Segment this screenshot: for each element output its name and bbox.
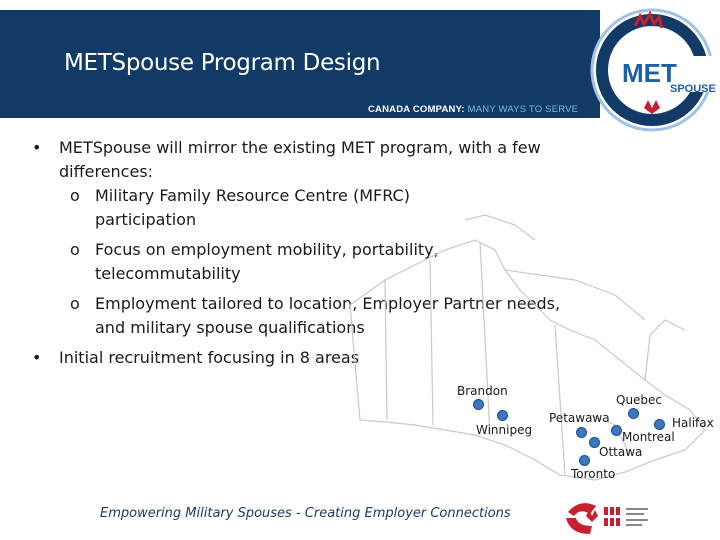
bullet-mark: • (32, 348, 42, 367)
bullet-text-line: differences: (59, 162, 154, 181)
bullet-item (32, 136, 592, 184)
sub-bullet-text-line: Military Family Resource Centre (MFRC) (95, 186, 410, 205)
footer-slogan: Empowering Military Spouses - Creating Employer Connections (100, 506, 511, 521)
city-label-montreal: Montreal (622, 430, 675, 444)
city-label-ottawa: Ottawa (599, 445, 643, 459)
city-marker-quebec (628, 408, 639, 419)
city-label-petawawa: Petawawa (549, 411, 610, 425)
bullet-text-line: METSpouse will mirror the existing MET program, with a few (59, 138, 541, 157)
city-marker-winnipeg (497, 410, 508, 421)
sub-bullet-text-line: Employment tailored to location, Employer Partner needs, (95, 294, 561, 313)
mfs-logo (560, 494, 680, 538)
bullet-text-line: Initial recruitment focusing in 8 areas (59, 348, 360, 367)
logo-wordmark-top: MET (622, 58, 677, 88)
logo-wordmark-bottom: SPOUSE (670, 83, 716, 95)
page-title: METSpouse Program Design (64, 50, 381, 76)
sub-bullet-mark: o (70, 294, 80, 313)
sub-bullet-mark: o (70, 186, 80, 205)
city-marker-petawawa (576, 427, 587, 438)
sub-bullet-mark: o (70, 240, 80, 259)
bullet-mark: • (32, 138, 42, 157)
tagline (368, 104, 578, 115)
city-label-toronto: Toronto (571, 467, 616, 481)
city-label-winnipeg: Winnipeg (476, 423, 533, 437)
metspouse-logo (580, 4, 720, 132)
sub-bullet-text-line: participation (95, 210, 197, 229)
city-label-brandon: Brandon (457, 384, 508, 398)
city-marker-halifax (654, 419, 665, 430)
city-label-halifax: Halifax (672, 416, 714, 430)
city-marker-toronto (579, 455, 590, 466)
sub-bullet-text-line: Focus on employment mobility, portability, (95, 240, 439, 259)
city-label-quebec: Quebec (616, 393, 663, 407)
city-marker-montreal (611, 425, 622, 436)
canada-map (345, 210, 720, 510)
sub-bullet-text-line: telecommutability (95, 264, 241, 283)
tagline-main: CANADA COMPANY: (368, 104, 465, 115)
sub-bullet-text-line: and military spouse qualifications (95, 318, 365, 337)
city-marker-brandon (473, 399, 484, 410)
tagline-accent: MANY WAYS TO SERVE (467, 104, 579, 115)
